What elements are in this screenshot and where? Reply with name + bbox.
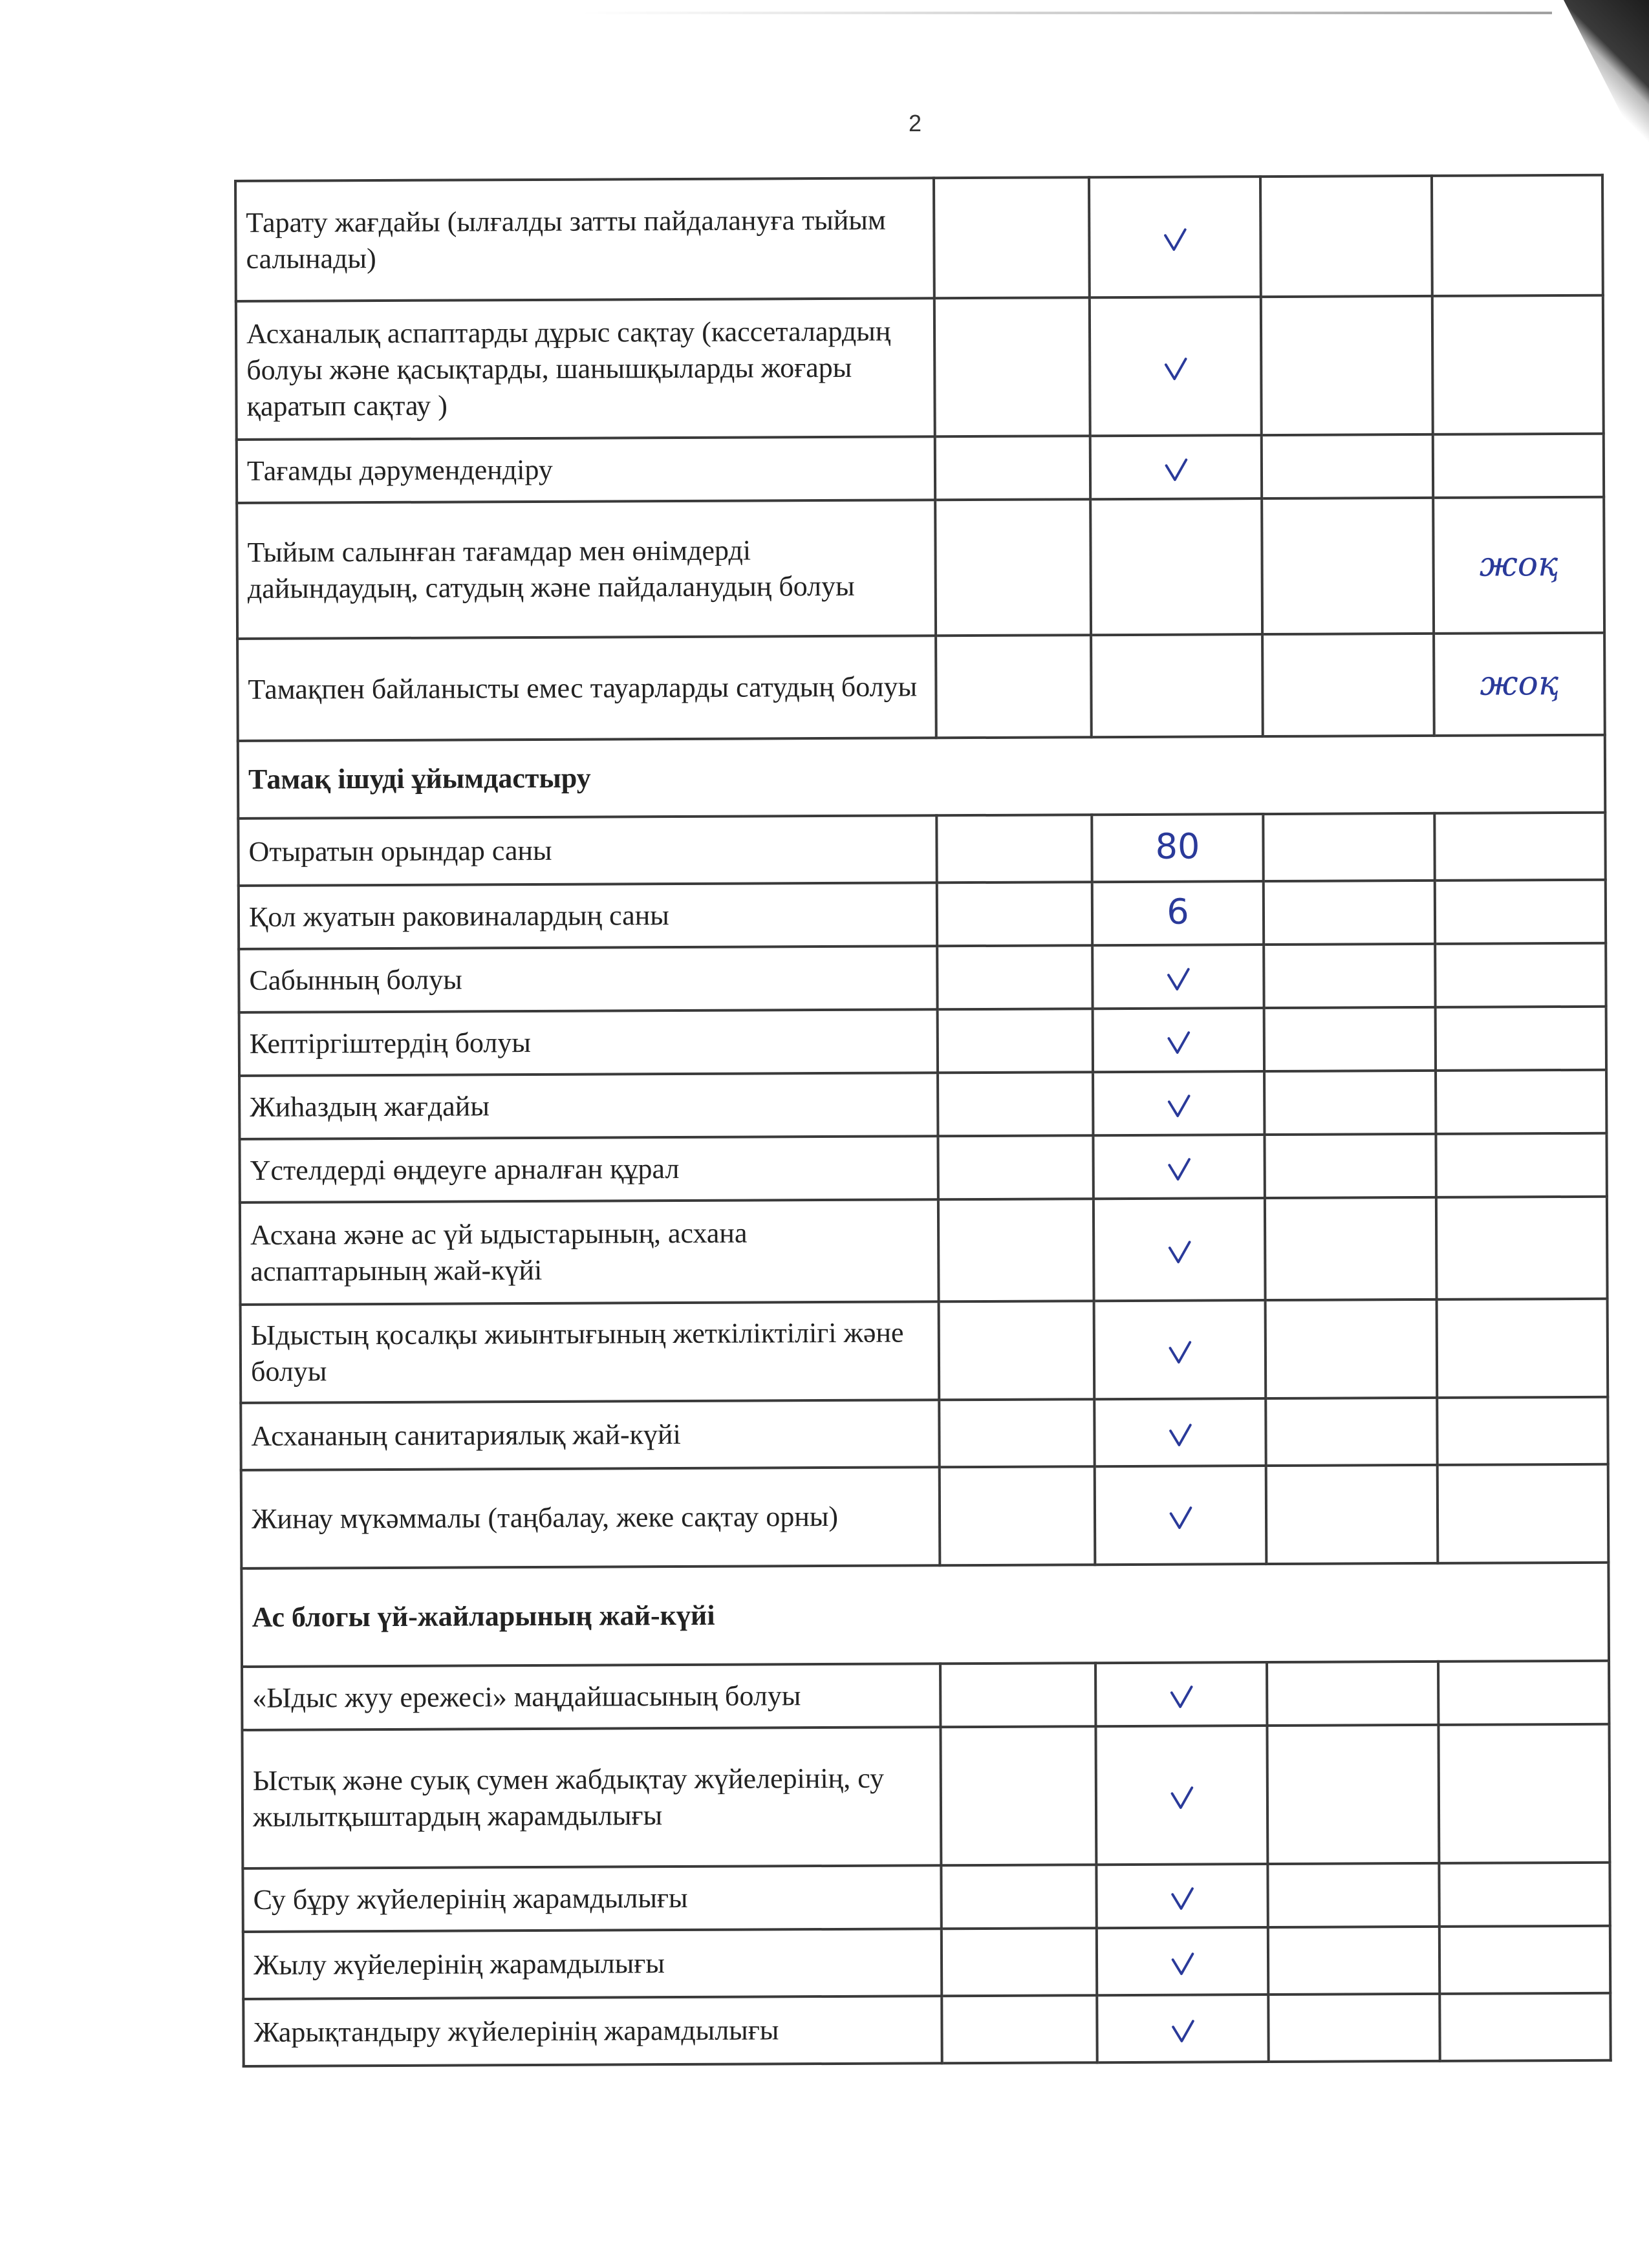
table-row [242,1661,1609,1730]
table-row [242,1724,1610,1868]
handwritten-note: жоқ [1480,663,1559,703]
mark-cell-col-d [1436,1070,1606,1134]
mark-cell-col-d [1438,1464,1609,1563]
page-number: 2 [908,110,922,136]
item-label: Үстелдерді өңдеуге арналған құрал [239,1136,938,1203]
mark-cell-col-a [937,945,1092,1009]
table-row [238,813,1605,886]
table-row [235,175,1603,301]
table-row [241,1464,1609,1568]
scan-edge [582,12,1552,14]
checkmark-icon [1167,1682,1196,1711]
checkmark-icon [1166,1503,1194,1532]
mark-cell-col-d [1437,1397,1608,1465]
mark-cell-col-b [1090,297,1262,436]
mark-cell-col-b [1095,1466,1267,1565]
table-row [236,295,1604,440]
checkmark-icon [1166,1420,1194,1449]
mark-cell-col-b [1093,1135,1264,1199]
mark-cell-col-b [1090,435,1262,499]
table-row [239,943,1606,1012]
mark-cell-col-a [938,1009,1093,1073]
mark-cell-col-d [1438,1724,1610,1863]
handwritten-value: 6 [1167,891,1189,932]
table-row [241,1397,1608,1470]
table-row [240,1197,1608,1305]
item-label: Ыдыстың қосалқы жиынтығының жеткіліктілігі және болуы [241,1301,940,1403]
mark-cell-col-a [934,297,1090,436]
item-label: Жинау мүкәммалы (таңбалау, жеке сақтау орны) [241,1467,940,1568]
checkmark-icon [1168,1949,1196,1978]
mark-cell-col-b [1095,1726,1267,1865]
mark-cell-col-c [1264,944,1435,1008]
mark-cell-col-a [938,1135,1093,1199]
item-label: Отыратын орындар саны [238,815,936,886]
item-label: Асханалық аспаптарды дұрыс сақтау (кассеталардың болуы және қасықтарды, шанышқыларды жоғары қаратып сақтау ) [236,298,935,440]
mark-cell-col-c [1262,634,1434,736]
mark-cell-col-b [1090,498,1262,635]
checkmark-icon [1167,1783,1196,1812]
mark-cell-col-c [1267,1662,1438,1726]
item-label: Сабынның болуы [239,946,937,1012]
checkmark-icon [1165,1237,1194,1266]
item-label: Тамақпен байланысты емес тауарларды сатудың болуы [237,636,936,741]
mark-cell-col-d [1439,1926,1610,1994]
mark-cell-col-c [1268,1927,1439,1995]
mark-cell-col-b [1097,1927,1268,1995]
item-label: Су бұру жүйелерінің жарамдылығы [242,1865,941,1932]
mark-cell-col-d [1439,1993,1610,2061]
mark-cell-col-d [1436,1197,1608,1300]
mark-cell-col-b [1092,881,1264,945]
checkmark-icon [1161,225,1189,253]
mark-cell-col-a [936,635,1092,738]
mark-cell-col-c [1266,1398,1437,1466]
mark-cell-col-c [1262,498,1434,634]
folded-corner [1507,0,1649,168]
mark-cell-col-b [1094,1300,1266,1399]
checkmark-icon [1165,1155,1193,1183]
mark-cell-col-d [1439,1863,1610,1927]
mark-cell-col-c [1266,1300,1438,1398]
mark-cell-col-a [939,1301,1095,1400]
table-row [242,1863,1610,1932]
mark-cell-col-b [1095,1662,1267,1726]
checkmark-icon [1169,2017,1197,2045]
mark-cell-col-a [934,177,1090,298]
table-row [243,1926,1610,1999]
mark-cell-col-a [942,1995,1097,2063]
checkmark-icon [1161,354,1190,383]
mark-cell-col-a [935,499,1091,636]
item-label: Асхана және ас үй ыдыстарының, асхана аспаптарының жай-күйі [240,1199,939,1305]
item-label: Жылу жүйелерінің жарамдылығы [243,1929,942,1999]
table-row [239,880,1606,949]
mark-cell-col-a [940,1726,1096,1865]
mark-cell-col-c [1264,1071,1436,1135]
mark-cell-col-c [1267,1863,1439,1927]
mark-cell-col-d [1433,497,1604,634]
mark-cell-col-a [940,1466,1095,1565]
mark-cell-col-b [1089,177,1261,297]
mark-cell-col-d [1435,943,1606,1007]
mark-cell-col-d [1432,295,1604,434]
mark-cell-col-b [1091,634,1263,737]
mark-cell-col-d [1434,633,1605,736]
mark-cell-col-b [1094,1398,1266,1466]
checklist-sheet [234,174,1610,2068]
item-label: Ыстық және суық сумен жабдықтау жүйелерінің, су жылытқыштардың жарамдылығы [242,1727,941,1868]
table-row [239,1133,1606,1203]
mark-cell-col-d [1434,813,1605,881]
mark-cell-col-d [1437,1299,1608,1398]
mark-cell-col-a [941,1865,1096,1929]
mark-cell-col-a [937,882,1092,946]
mark-cell-col-c [1261,296,1433,435]
table-row [239,1070,1606,1139]
mark-cell-col-c [1260,176,1432,297]
mark-cell-col-c [1264,881,1435,945]
checkmark-icon [1164,1028,1192,1056]
checkmark-icon [1165,1091,1193,1120]
mark-cell-col-b [1094,1198,1266,1301]
item-label: Тағамды дәрумендендіру [237,436,935,503]
section-row [238,735,1606,818]
item-label: Жиһаздың жағдайы [239,1073,938,1139]
item-label: Асхананың санитариялық жай-күйі [241,1400,939,1470]
mark-cell-col-c [1265,1197,1437,1300]
mark-cell-col-c [1263,813,1434,881]
table-row [237,497,1604,639]
mark-cell-col-b [1093,1008,1264,1072]
mark-cell-col-c [1268,1994,1439,2062]
mark-cell-col-a [940,1663,1095,1727]
handwritten-note: жоқ [1479,544,1558,584]
mark-cell-col-a [935,436,1090,500]
mark-cell-col-d [1436,1133,1606,1197]
item-label: Тарату жағдайы (ылғалды затты пайдалануға тыйым салынады) [235,178,934,301]
mark-cell-col-d [1432,175,1603,296]
mark-cell-col-d [1433,434,1604,498]
item-label: «Ыдыс жуу ережесі» маңдайшасының болуы [242,1664,940,1730]
mark-cell-col-c [1264,1007,1436,1071]
mark-cell-col-c [1264,1134,1436,1198]
mark-cell-col-d [1435,880,1606,944]
section-heading: Ас блогы үй-жайларының жай-күйі [241,1563,1609,1667]
item-label: Кептіргіштердің болуы [239,1009,938,1076]
section-heading: Тамақ ішуді ұйымдастыру [238,735,1606,818]
checkmark-icon [1165,1338,1194,1366]
mark-cell-col-c [1266,1465,1438,1564]
item-label: Тыйым салынған тағамдар мен өнімдерді дайындаудың, сатудың және пайдаланудың болуы [237,500,936,639]
item-label: Қол жуатын раковиналардың саны [239,883,937,949]
mark-cell-col-a [939,1399,1094,1467]
checkmark-icon [1161,455,1190,484]
mark-cell-col-d [1438,1661,1609,1725]
table-row [239,1007,1606,1076]
mark-cell-col-a [938,1072,1093,1136]
mark-cell-col-b [1096,1864,1267,1928]
mark-cell-col-a [942,1928,1097,1996]
item-label: Жарықтандыру жүйелерінің жарамдылығы [243,1996,942,2066]
mark-cell-col-b [1093,1071,1264,1135]
mark-cell-col-b [1092,814,1263,882]
checkmark-icon [1168,1884,1196,1912]
mark-cell-col-d [1436,1007,1606,1071]
mark-cell-col-b [1092,945,1264,1009]
checkmark-icon [1164,965,1192,993]
handwritten-value: 80 [1155,826,1200,867]
table-row [243,1993,1610,2066]
mark-cell-col-c [1267,1725,1439,1864]
table-row [237,633,1605,741]
mark-cell-col-a [938,1199,1094,1301]
table-row [237,434,1604,503]
mark-cell-col-b [1097,1995,1268,2062]
section-row [241,1563,1609,1667]
checklist-table [234,174,1612,2068]
mark-cell-col-c [1262,434,1433,498]
mark-cell-col-a [936,815,1092,883]
table-row [241,1299,1608,1403]
